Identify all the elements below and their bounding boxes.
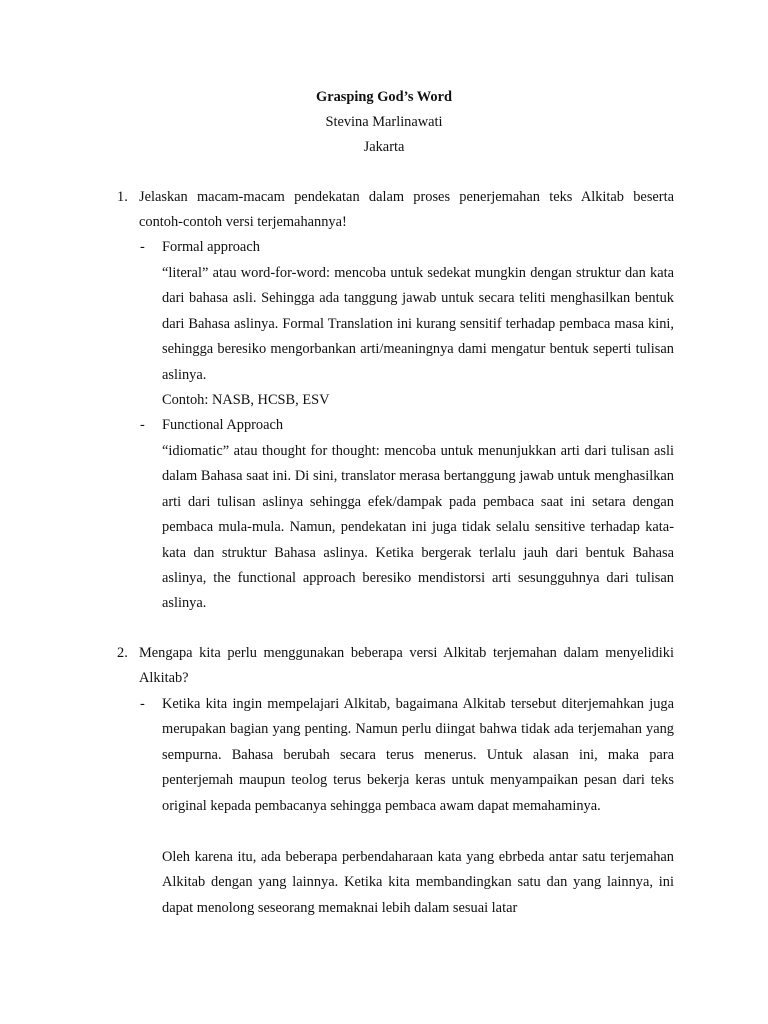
question-1-text: Jelaskan macam-macam pendekatan dalam proses penerjemahan teks Alkitab beserta contoh-contoh versi terjemahannya! bbox=[139, 189, 674, 231]
document-title: Grasping God’s Word bbox=[316, 89, 452, 105]
answer-2-paragraph-continued: Oleh karena itu, ada beberapa perbendaharaan kata yang ebrbeda antar satu terjemahan Alkitab dengan yang lainnya. Ketika kita membandingkan satu dan yang lainnya, ini dapat menolong seseorang memaknai lebih dalam sesuai latar bbox=[162, 849, 674, 916]
question-1-number: 1. bbox=[117, 189, 128, 205]
functional-approach-paragraph: “idiomatic” atau thought for thought: mencoba untuk menunjukkan arti dari tulisan asli dalam Bahasa saat ini. Di sini, translator merasa bertanggung jawab untuk menghasilkan arti dari tulisan aslinya sehingga efek/dampak pada pembaca saat ini setara dengan pembaca mula-mula. Namun, pendekatan ini juga tidak selalu sensitive terhadap kata-kata dan struktur Bahasa aslinya. Ketika bergerak terlalu jauh dari bentuk Bahasa aslinya, the functional approach beresiko mendistorsi arti sesungguhnya dari tulisan aslinya. bbox=[162, 443, 674, 612]
answer-2-paragraph: Ketika kita ingin mempelajari Alkitab, bagaimana Alkitab tersebut diterjemahkan juga merupakan bagian yang penting. Namun perlu diingat bahwa tidak ada terjemahan yang sempurna. Bahasa berubah secara terus menerus. Untuk alasan ini, maka para penterjemah maupun teolog terus bekerja keras untuk menyampaikan pesan dari teks original kepada pembacanya sehingga pembaca awam dapat memahaminya. bbox=[162, 696, 674, 814]
bullet-dash: - bbox=[140, 696, 145, 712]
bullet-dash: - bbox=[140, 239, 145, 255]
question-2-text: Mengapa kita perlu menggunakan beberapa versi Alkitab terjemahan dalam menyelidiki Alkitab? bbox=[139, 645, 674, 687]
bullet-heading-functional: Functional Approach bbox=[162, 417, 284, 433]
city-name: Jakarta bbox=[363, 139, 405, 155]
bullet-heading-formal: Formal approach bbox=[162, 239, 260, 255]
author-name: Stevina Marlinawati bbox=[325, 114, 443, 130]
formal-approach-example: Contoh: NASB, HCSB, ESV bbox=[162, 392, 330, 408]
bullet-dash: - bbox=[140, 417, 145, 433]
formal-approach-paragraph: “literal” atau word-for-word: mencoba untuk sedekat mungkin dengan struktur dan kata dari bahasa asli. Sehingga ada tanggung jawab untuk secara teliti menghasilkan bentuk dari Bahasa aslinya. Formal Translation ini kurang sensitif terhadap pembaca masa kini, sehingga beresiko mengorbankan arti/meaningnya dami mengatur bentuk seperti tulisan aslinya. bbox=[162, 265, 674, 383]
question-2-number: 2. bbox=[117, 645, 128, 661]
